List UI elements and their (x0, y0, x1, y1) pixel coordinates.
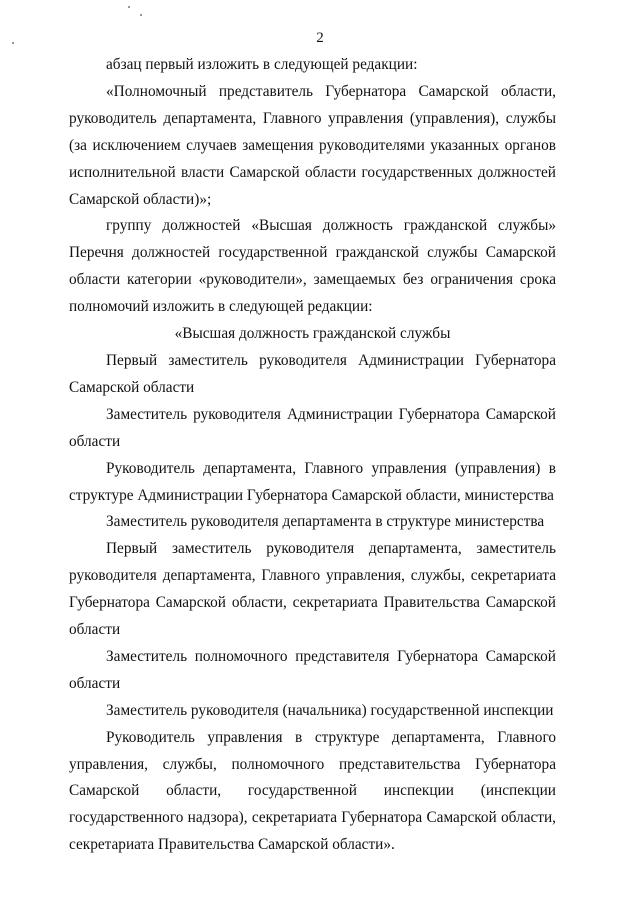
paragraph: Заместитель руководителя Администрации Губернатора Самарской области (69, 405, 556, 450)
paragraph: Первый заместитель руководителя Администрации Губернатора Самарской области (69, 351, 556, 396)
page-number: 2 (316, 30, 324, 46)
scan-artifact (140, 14, 142, 16)
scan-artifact (128, 6, 130, 8)
paragraph: «Полномочный представитель Губернатора Самарской области, руководитель департамента, Главного управления (управления), службы (за исключением случаев замещения руководителями указанных органов исполнительной власти Самарской области государственных должностей Самарской области)»; (69, 82, 556, 208)
paragraph: Заместитель полномочного представителя Губернатора Самарской области (69, 647, 556, 692)
section-heading: «Высшая должность гражданской службы (174, 325, 451, 343)
paragraph: Первый заместитель руководителя департамента, заместитель руководителя департамента, Главного управления, службы, секретариата Губернатора Самарской области, секретариата Правительства Самарской области (69, 540, 556, 639)
document-body (69, 52, 556, 859)
paragraph: Заместитель руководителя департамента в структуре министерства (106, 513, 545, 531)
paragraph: Заместитель руководителя (начальника) государственной инспекции (106, 701, 554, 719)
paragraph: Руководитель департамента, Главного управления (управления) в структуре Администрации Губернатора Самарской области, министерства (69, 459, 556, 504)
paragraph: Руководитель управления в структуре департамента, Главного управления, службы, полномочного представительства Губернатора Самарской области, государственной инспекции (инспекции государственного надзора), секретариата Губернатора Самарской области, секретариата Правительства Самарской области». (69, 728, 556, 854)
paragraph: абзац первый изложить в следующей редакции: (106, 56, 418, 73)
paragraph: группу должностей «Высшая должность гражданской службы» Перечня должностей государственной гражданской службы Самарской области категории «руководители», замещаемых без ограничения срока полномочий изложить в следующей редакции: (69, 217, 556, 316)
